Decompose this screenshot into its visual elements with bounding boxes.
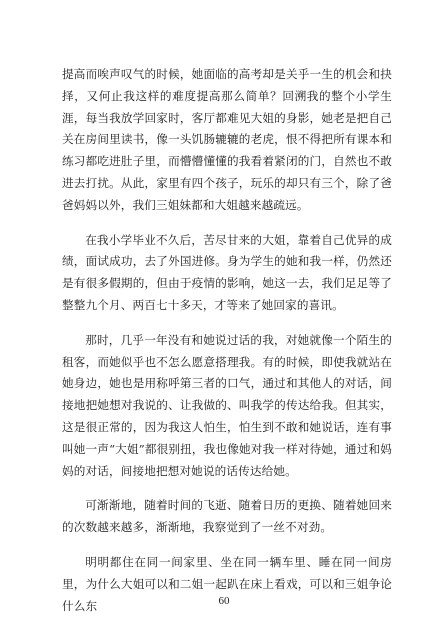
- paragraph: 在我小学毕业不久后，苦尽甘来的大姐，靠着自己优异的成绩，面试成功，去了外国进修。身为学生的她和我一样，仍然还是有很多假期的，但由于疫情的影响，她这一去，我们足足等了整整九个月、两百七十多天，才等来了她回家的喜讯。: [62, 232, 392, 312]
- paragraph: 那时，几乎一年没有和她说过话的我，对她就像一个陌生的租客，而她似乎也不怎么愿意搭理我。有的时候，即使我就站在她身边，她也是用称呼第三者的口气，通过和其他人的对话，间接地把她想对我说的、让我做的、叫我学的传达给我。但其实，这是很正常的，因为我这人怕生，怕生到不敢和她说话，连有事叫她一声“大姐”都很别扭，我也像她对我一样对待她，通过和妈妈的对话，间接地把想对她说的话传达给她。: [62, 332, 392, 478]
- page-number: 60: [218, 595, 230, 607]
- paragraph: 可渐渐地，随着时间的飞逝、随着日历的更换、随着她回来的次数越来越多，渐渐地，我察觉到了一丝不对劲。: [62, 498, 392, 535]
- paragraph: 明明都住在同一间家里、坐在同一辆车里、睡在同一间房里，为什么大姐可以和二姐一起趴在床上看戏，可以和三姐争论什么东: [62, 554, 392, 613]
- paragraph-continued: 提高而唉声叹气的时候，她面临的高考却是关乎一生的机会和抉择，又何止我这样的难度提高那么简单？回溯我的整个小学生涯，每当我放学回家时，客厅都难见大姐的身影，她老是把自己关在房间里读书，像一头饥肠辘辘的老虎，恨不得把所有课本和练习都吃进肚子里，而懵懵懂懂的我看着紧闭的门，自然也不敢进去打扰。从此，家里有四个孩子，玩乐的却只有三个，除了爸爸妈妈以外，我们三姐妹都和大姐越来越疏远。: [62, 67, 392, 212]
- body-text: [62, 64, 392, 630]
